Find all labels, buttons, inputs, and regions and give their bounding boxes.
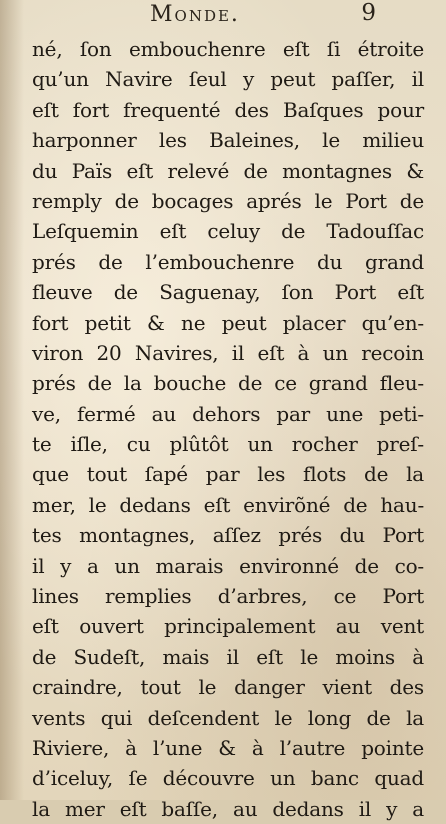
text-line: harponner les Baleines, le milieu	[32, 128, 424, 153]
text-line: la mer eſt baſſe, au dedans il y a	[32, 796, 424, 821]
text-line: né, ſon embouchenre eſt ſi étroite	[32, 37, 424, 61]
gutter-shadow	[0, 0, 24, 800]
text-line: remply de bocages aprés le Port de	[32, 188, 424, 213]
text-line: craindre, tout le danger vient des	[32, 675, 424, 700]
text-line: eſt fort frequenté des Baſques pour	[32, 97, 424, 122]
text-line: vents qui deſcendent le long de la	[32, 705, 424, 730]
text-line: mer, le dedans eſt envirõné de hau-	[32, 492, 424, 517]
text-line: il y a un marais environné de co-	[32, 553, 424, 578]
text-line: de Sudeſt, mais il eſt le moins à	[32, 644, 424, 669]
text-line: Riviere, à l’une & à l’autre pointe	[32, 735, 424, 760]
text-line: qu’un Navire ſeul y peut paſſer, il	[32, 67, 424, 92]
text-line: prés de l’embouchenre du grand	[32, 249, 424, 274]
text-line: que tout ſapé par les flots de la	[32, 462, 424, 487]
page-number: 9	[361, 0, 376, 26]
text-line: fort petit & ne peut placer qu’en-	[32, 310, 424, 335]
text-line: prés de la bouche de ce grand fleu-	[32, 371, 424, 396]
body-text	[32, 34, 424, 824]
running-head: Monde.	[150, 2, 240, 27]
text-line: lines remplies d’arbres, ce Port	[32, 584, 424, 609]
text-line: du Païs eſt relevé de montagnes &	[32, 158, 424, 183]
text-line: ve, fermé au dehors par une peti-	[32, 401, 424, 426]
text-line: viron 20 Navires, il eſt à un recoin	[32, 340, 424, 365]
text-line: tes montagnes, aſſez prés du Port	[32, 523, 424, 548]
text-line: d’iceluy, ſe découvre un banc quad	[32, 766, 424, 791]
text-line: Leſquemin eſt celuy de Tadouſſac	[32, 219, 424, 244]
text-line: fleuve de Saguenay, ſon Port eſt	[32, 280, 424, 305]
text-line: te iſle, cu plûtôt un rocher preſ-	[32, 432, 424, 457]
text-line: eſt ouvert principalement au vent	[32, 614, 424, 639]
